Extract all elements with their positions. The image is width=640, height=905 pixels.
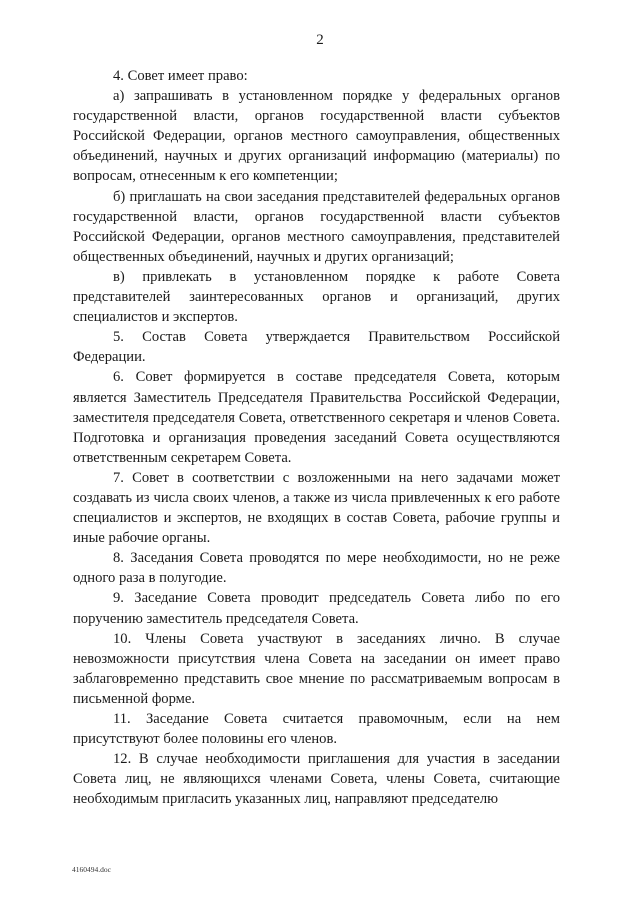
paragraph-10: 10. Члены Совета участвуют в заседаниях лично. В случае невозможности присутствия члена Совета на заседании он имеет право заблаговременно представить свое мнение по рассматриваемым вопросам в письменной форме.	[73, 630, 560, 707]
paragraph-4a: а) запрашивать в установленном порядке у федеральных органов государственной власти, органов государственной власти субъектов Российской Федерации, органов местного самоуправления, общественных объединений, научных и других организаций информацию (материалы) по вопросам, отнесенным к его компетенции;	[73, 88, 560, 185]
page-number: 2	[316, 32, 324, 48]
paragraph-7: 7. Совет в соответствии с возложенными на него задачами может создавать из числа своих членов, а также из числа привлеченных к его работе специалистов и экспертов, не входящих в состав Совета, рабочие группы и иные рабочие органы.	[73, 469, 560, 547]
paragraph-4c: в) привлекать в установленном порядке к работе Совета представителей заинтересованных органов и организаций, других специалистов и экспертов.	[73, 268, 560, 326]
document-body	[73, 66, 560, 809]
paragraph-12: 12. В случае необходимости приглашения для участия в заседании Совета лиц, не являющихся членами Совета, члены Совета, считающие необходимым пригласить указанных лиц, направляют председателю	[73, 751, 560, 808]
file-name-footer: 4160494.doc	[72, 865, 111, 874]
paragraph-4: 4. Совет имеет право:	[113, 68, 248, 84]
paragraph-8: 8. Заседания Совета проводятся по мере необходимости, но не реже одного раза в полугодие.	[73, 550, 560, 587]
paragraph-5: 5. Состав Совета утверждается Правительством Российской Федерации.	[73, 329, 560, 366]
paragraph-11: 11. Заседание Совета считается правомочным, если на нем присутствуют более половины его членов.	[73, 711, 560, 748]
paragraph-6: 6. Совет формируется в составе председателя Совета, которым является Заместитель Председателя Правительства Российской Федерации, заместителя председателя Совета, ответственного секретаря и членов Совета. Подготовка и организация проведения заседаний Совета осуществляются ответственным секретарем Совета.	[73, 369, 560, 466]
paragraph-4b: б) приглашать на свои заседания представителей федеральных органов государственной власти, органов государственной власти субъектов Российской Федерации, органов местного самоуправления, представителей общественных объединений, научных и других организаций;	[73, 188, 560, 265]
paragraph-9: 9. Заседание Совета проводит председатель Совета либо по его поручению заместитель председателя Совета.	[73, 590, 560, 627]
